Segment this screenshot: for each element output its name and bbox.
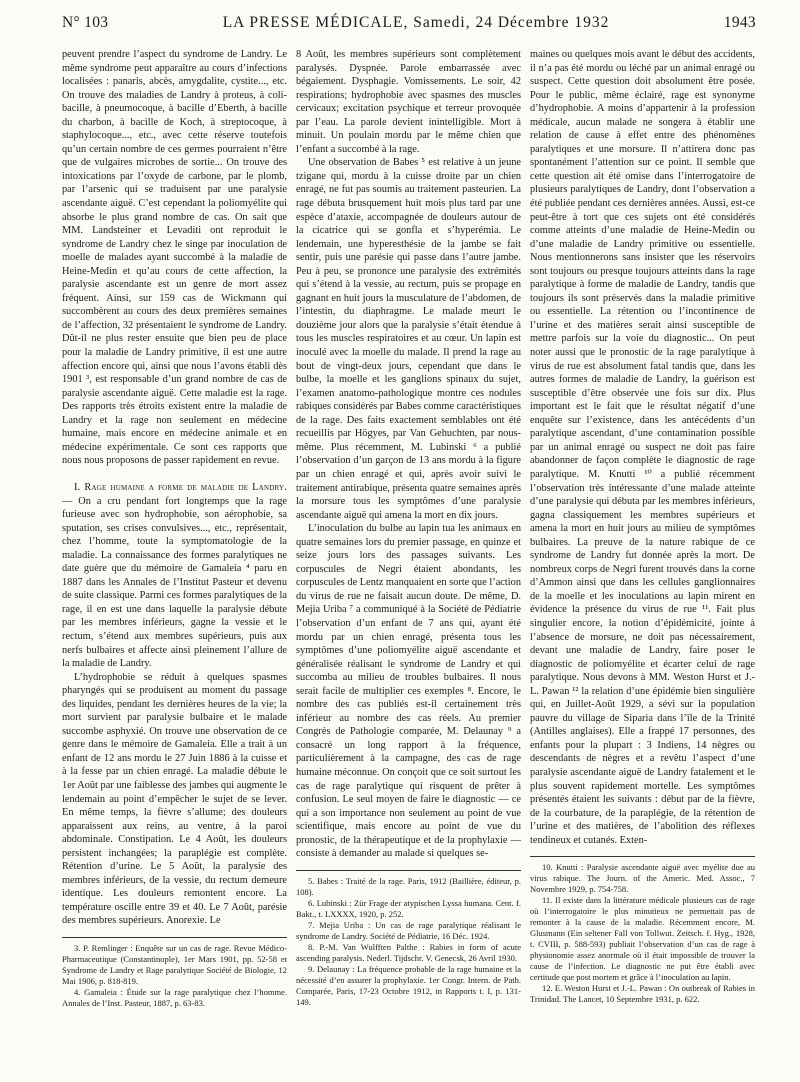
footnote-divider (530, 856, 755, 857)
column-1 (62, 48, 287, 1009)
page-header (62, 14, 756, 36)
issue-number: N° 103 (62, 14, 109, 31)
paragraph: 8 Août, les membres supérieurs sont complètement paralysés. Dyspnée. Parole embarrassée avec bégaiement. Dysphagie. Vomissements. Le soir, 42 respirations; hydrophobie avec spasmes des muscles cervicaux; excitation psychique et terreur provoquée par l’eau. La parole devient inintelligible. Mort à minuit. Un poulain mordu par le même chien que l’enfant a succombé à la rage. (296, 49, 521, 155)
footnote: 3. P. Remlinger : Enquête sur un cas de rage. Revue Médico-Pharmaceutique (Constantinople), 1er Mars 1901, pp. 52-58 et Syndrome de Landry et Rage paralytique Société de Biologie, 12 Mai 1906, p. 818-819. (62, 943, 287, 986)
footnote: 7. Mejia Uriba : Un cas de rage paralytique réalisant le syndrome de Landry. Société de Pédiatrie, 16 Déc. 1924. (296, 919, 521, 941)
paragraph-text: — On a cru pendant fort longtemps que la rage furieuse avec son hydrophobie, son aérophobie, sa sputation, ses crises convulsives..., etc., représentait, chez l’homme, toute la symptomatologie de la maladie. La connaissance des formes paralytiques ne date guère que du mémoire de Gamaleia ⁴ paru en 1887 dans les Annales de l’Institut Pasteur et devenu de suite classique. Parmi ces formes paralytiques de la rage, il en est une dans laquelle la paralysie débute par les membres inférieurs, gagne la vessie et le rectum, s’étend aux membres supérieurs, puis aux nerfs bulbaires et affecte ainsi pleinement l’allure de la maladie de Landry. (62, 495, 287, 670)
paragraph: maines ou quelques mois avant le début des accidents, il n’a pas été mordu ou léché par un animal enragé ou suspect. Cette question doit absolument être posée. Pour le public, même éclairé, rage est synonyme d’hydrophobie. A moins d’appartenir à la profession médicale, aucun malade ne songera à établir une relation de cause à effet entre des phénomènes paralytiques et une morsure. Il n’attirera donc pas spontanément l’attention sur ce point. Il semble que cette question ait été omise dans l’interrogatoire de plusieurs paralytiques de Landry, dont l’observation a été publiée pendant ces dernières années. Aussi, est-ce peut-être à tort que ces sujets ont été considérés comme atteints d’une maladie de Heine-Medin ou d’une maladie de Landry primitive ou essentielle. Nous mentionnerons sans insister que les réservoirs sont toujours ou presque toujours atteints dans la rage paralytique à forme de maladie de Landry, tandis que toujours ils sont préservés dans la maladie primitive ou essentielle. La rétention ou l’incontinence de l’urine et des matières serait ainsi susceptible de mettre parfois sur la voie du diagnostic... On peut noter aussi que le pronostic de la rage paralytique à virus de rue est absolument fatal tandis que, dans les autres formes de maladie de Landry, la guérison est susceptible d’être observée une fois sur dix. Plus important est le fait que le résultat négatif d’une enquête sur l’existence, dans les antécédents d’un paralytique ascendant, d’une contamination possible par un animal enragé ou suspect ne doit pas faire abandonner de façon complète le diagnostic de rage paralytique. M. Knutti ¹⁰ a publié récemment l’observation très intéressante d’une malade atteinte d’une paralysie qui débuta par les membres inférieurs, gagna classiquement les membres supérieurs et amena la mort en huit jours au milieu de symptômes bulbaires. La preuve de la nature rabique de ce syndrome de Landry fut donnée après la mort. De nombreux corps de Negri furent trouvés dans la corne d’Ammon ainsi que dans les cellules ganglionnaires de la moelle et les inoculations au lapin mirent en évidence la présence du virus de rue ¹¹. Fait plus singulier encore, la notion d’épidémicité, jointe à l’absence de morsure, ne doit pas nécessairement, devant une maladie de Landry, faire poser le diagnostic de poliomyélite et écarter celui de rage paralytique. Nous devons à MM. Weston Hurst et J.-L. Pawan ¹² la relation d’une épidémie bien singulière qui, en Juillet-Août 1929, a sévi sur la population pauvre du village de Siparia dans l’île de la Trinité (Antilles anglaises). Elle a frappé 17 personnes, des enfants pour la plupart : 3 Indiens, 14 nègres ou descendants de nègres et a revêtu l’aspect d’une paralysie ascendante aiguë de Landry fatalement et le plus souvent rapidement mortelle. Les symptômes présentés étaient les suivants : début par de la fièvre, de la courbature, de la paraplégie, de la rétention de l’urine et des matières, de l’abolition des réflexes tendineux et cutanés. Exten- (530, 49, 755, 846)
section-paragraph (62, 481, 287, 671)
column-3 (530, 48, 755, 1009)
footnote: 10. Knutti : Paralysie ascendante aiguë avec myélite due au virus rabique. The Journ. of the Americ. Med. Assoc., 7 Novembre 1929, p. 754-758. (530, 862, 755, 895)
footnote-divider (296, 870, 521, 871)
footnote: 4. Gamaleia : Étude sur la rage paralytique chez l’homme. Annales de l’Inst. Pasteur, 1887, p. 63-83. (62, 987, 287, 1008)
section-title: I. Rage humaine a forme de maladie de Landry. (74, 481, 287, 493)
footnote: 9. Delaunay : La fréquence probable de la rage humaine et la nécessité d’en assurer la prophylaxie. 1er Congr. Intern. de Path. Comparée, Paris, 17-23 Octobre 1912, in Rapports t. I, p. 131-149. (296, 963, 521, 1007)
footnote: 8. P.-M. Van Wulfften Palthe : Rabies in form of acute ascending paralysis. Nederl. Tijdschr. V. Genecsk, 26 Avril 1930. (296, 941, 521, 963)
text-columns (62, 48, 756, 1009)
paragraph: L’inoculation du bulbe au lapin tua les animaux en quatre semaines lors du premier passage, en quinze et seize jours lors des passages suivants. Les corpuscules de Negri étaient abondants, les corpuscules de Lentz manquaient en sorte que l’action du virus de rue ne faisait aucun doute. De même, D. Mejia Uriba ⁷ a communiqué à la Société de Pédiatrie l’observation d’un enfant de 7 ans qui, ayant été mordu par un chien enragé, présenta tous les symptômes d’une poliomyélite aiguë ascendante et généralisée réalisant le syndrome de Landry et qui succomba au milieu de troubles bulbaires. Il nous serait facile de multiplier ces exemples ⁸. Encore, le nombre des cas publiés est-il certainement très inférieur au nombre des cas réels. Au premier Congrès de Pathologie comparée, M. Delaunay ⁹ a consacré un long rapport à la fréquence, particulièrement à la campagne, des cas de rage humaine méconnue. On conçoit que ce soit surtout les cas de rage paralytique qui risquent de prêter à confusion. Le seul moyen de faire le diagnostic — ce qui a son importance non seulement au point de vue scientifique, mais encore au point de vue du pronostic, de la thérapeutique et de la prophylaxie — consiste à demander au malade si quelques se- (296, 523, 521, 860)
footnote: 6. Lubinski : Zür Frage der atypischen Lyssa humana. Cent. f. Bakt., t. LXXXX, 1920, p. 252. (296, 897, 521, 919)
footnote: 11. Il existe dans la littérature médicale plusieurs cas de rage où l’interrogatoire le plus minutieux ne permettait pas de remonter à la cause de la maladie. Récemment encore, M. Glusmann (Ein seltener Fall von Tollwut. Zeitsch. f. Hyg., 1928, t. CVIII, p. 588-593) publiait l’observation d’un cas de rage à physionomie assez anormale où il était impossible de trouver la cause de l’infection. Le diagnostic ne put être établi avec certitude que post mortem et grâce à l’inoculation au lapin. (530, 895, 755, 983)
footnote-divider (62, 937, 287, 938)
paragraph: Une observation de Babes ⁵ est relative à un jeune tzigane qui, mordu à la cuisse droite par un chien enragé, ne fut pas soumis au traitement pasteurien. La rage débuta brusquement huit mois plus tard par une espèce d’ataxie, accompagnée de douleurs autour de la cicatrice qui se gonfla et s’hyperémia. Le lendemain, une hyperesthésie de la jambe se fait sentir, puis une parésie qui passe dans l’autre jambe. Peu à peu, se prononce une paralysie des extrémités qui s’étend à la vessie, au rectum, puis se propage en gagnant en huit jours la musculature de l’abdomen, de l’intestin, du diaphragme. Le malade meurt le douzième jour alors que la paralysie s’était étendue à tous les muscles respiratoires et au cœur. Un lapin est inoculé avec la moelle du malade. Il prend la rage au bout de vingt-deux jours, cependant que dans le bulbe, la moelle et les ganglions spinaux du sujet, l’examen anatomo-pathologique montre ces nodules rabiques considérés par Babes comme caractéristiques de la rage. Des faits exactement semblables ont été recueillis par Högyes, par Van Gehuchten, par nous-même. Plus récemment, M. Lubinski ⁶ a publié l’observation d’un garçon de 13 ans mordu à la figure par un chien enragé et qui, après avoir suivi le traitement antirabique, présenta quatre semaines après la morsure tous les symptômes d’une paralysie ascendante aiguë qui amena la mort en dix jours. (296, 157, 521, 521)
paragraph: peuvent prendre l’aspect du syndrome de Landry. Le même syndrome peut apparaître au cours d’infections localisées : panaris, abcès, amygdalite, cystite..., etc. On trouve des maladies de Landry à proteus, à coli-bacille, à pneumocoque, à bacille d’Eberth, à bacille du charbon, à bacille de Koch, à streptocoque, à staphylocoque..., etc., avec cette réserve toutefois qu’un certain nombre de ces germes pourraient n’être que de vulgaires microbes de sortie... On trouve des intoxications par l’oxyde de carbone, par le plomb, par l’arsenic qui se traduisent par une paralysie ascendante aiguë. C’est cependant la poliomyélite qui absorbe le plus grand nombre de cas. On sait que MM. Landsteiner et Levaditi ont reproduit le syndrome de Landry chez le singe par inoculation de moelle de malades ayant succombé à la maladie de Heine-Medin et qu’au cours de cette affection, la paralysie ascendante est un genre de mort assez fréquent. Ainsi, sur 159 cas de Wickmann qui succombèrent au cours des deux premières semaines de l’affection, 32 présentaient le syndrome de Landry. Dût-il ne plus rester ensuite que bien peu de place pour la maladie de Landry primitive, il est une autre affection encore qui, ainsi que nous l’avons établi dès 1901 ³, est responsable d’un grand nombre de cas de paralysie ascendante aiguë. Cette maladie est la rage. Des rapports très étroits existent entre la maladie de Landry et la rage non seulement en médecine humaine, mais encore en médecine animale et en médecine expérimentale. Ce sont ces rapports que nous nous proposons de passer rapidement en revue. (62, 49, 287, 467)
column-2 (296, 48, 521, 1009)
paragraph: L’hydrophobie se réduit à quelques spasmes pharyngés qui se produisent au moment du passage des liquides, pendant les dernières heures de la vie; la mort survient par paralysie bulbaire et le malade succombe asphyxié. On trouve une observation de ce genre dans le mémoire de Gamaleia. Elle a trait à un enfant de 12 ans mordu le 27 Juin 1886 à la cuisse et à la fesse par un chien enragé. La maladie débute le 1er Août par une faiblesse des jambes qui augmente le lendemain au point d’empêcher le sujet de se lever. En même temps, la fièvre s’allume; des douleurs apparaissent aux reins, au ventre, à la paroi abdominale. Constipation. Le 4 Août, les douleurs persistent inchangées; la paraplégie est complète. Rétention d’urine. Le 5 Août, la paralysie des membres inférieurs, de la vessie, du rectum demeure identique. Les douleurs remontent encore. La température oscille entre 39 et 40. Le 7 Août, parésie des membres supérieurs. Anorexie. Le (62, 671, 287, 927)
footnote: 5. Babes : Traité de la rage. Paris, 1912 (Baillière, éditeur, p. 108). (296, 875, 521, 897)
footnote: 12. E. Weston Hurst et J.-L. Pawan : On outbreak of Rabies in Trinidad. The Lancet, 10 Septembre 1931, p. 622. (530, 983, 755, 1005)
page-number: 1943 (723, 14, 756, 31)
journal-title: LA PRESSE MÉDICALE, Samedi, 24 Décembre 1932 (222, 14, 610, 31)
